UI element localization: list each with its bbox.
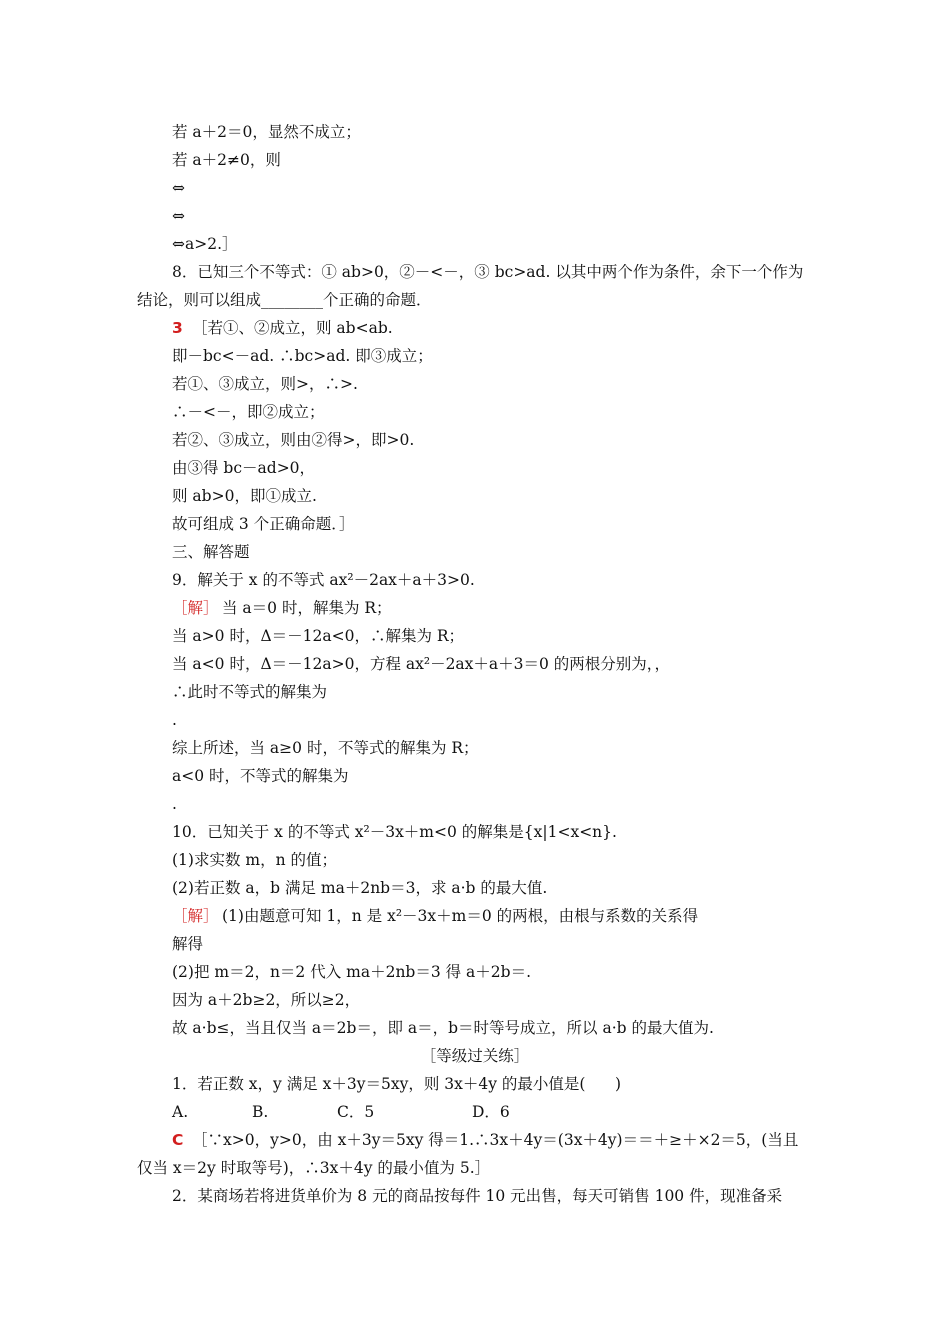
text-line: 故 a·b≤，当且仅当 a＝2b＝，即 a＝，b＝时等号成立，所以 a·b 的最大值为. — [172, 1019, 714, 1037]
option-c: C．5 — [337, 1103, 375, 1121]
text-line: 由③得 bc－ad>0， — [172, 459, 316, 477]
question-9: 9．解关于 x 的不等式 ax²－2ax＋a＋3>0. — [172, 571, 475, 589]
text-line: ⇔ — [172, 179, 185, 197]
text-line: 仅当 x＝2y 时取等号)，∴3x＋4y 的最小值为 5.］ — [137, 1159, 491, 1177]
option-d: D．6 — [472, 1103, 510, 1121]
solution-label-9: ［解］ — [172, 599, 219, 617]
text-line: 当 a<0 时，Δ＝－12a>0，方程 ax²－2ax＋a＋3＝0 的两根分别为，， — [172, 655, 671, 673]
text-line: (1)由题意可知 1，n 是 x²－3x＋m＝0 的两根，由根与系数的关系得 — [222, 907, 699, 925]
option-a: A. — [172, 1103, 189, 1121]
text-line: 结论，则可以组成________个正确的命题． — [137, 291, 432, 309]
answer-label-1: C — [172, 1131, 184, 1149]
text-line: 故可组成 3 个正确命题．］ — [172, 515, 355, 533]
text-line: 当 a>0 时，Δ＝－12a<0，∴解集为 R； — [172, 627, 465, 645]
text-line: . — [172, 711, 177, 729]
text-line: 当 a＝0 时，解集为 R； — [222, 599, 392, 617]
text-line: (2)把 m＝2，n＝2 代入 ma＋2nb＝3 得 a＋2b＝. — [172, 963, 532, 981]
text-line: ∴－<－，即②成立； — [172, 403, 325, 421]
text-line: 若①、③成立，则>，∴>. — [172, 375, 358, 393]
option-b: B. — [252, 1103, 269, 1121]
question-8: 8．已知三个不等式：① ab>0，②－<－，③ bc>ad. 以其中两个作为条件，余下一个作为 — [172, 263, 804, 281]
text-line: ⇔ — [172, 207, 185, 225]
text-line: ⇔a>2.］ — [172, 235, 238, 253]
text-line: 若②、③成立，则由②得>，即>0. — [172, 431, 415, 449]
answer-label-8: 3 — [172, 319, 183, 337]
text-line: 综上所述，当 a≥0 时，不等式的解集为 R； — [172, 739, 479, 757]
text-line: 若 a＋2＝0，显然不成立； — [172, 123, 361, 141]
text-line: (2)若正数 a，b 满足 ma＋2nb＝3，求 a·b 的最大值. — [172, 879, 548, 897]
text-line: 即－bc<－ad. ∴bc>ad. 即③成立； — [172, 347, 433, 365]
question-10: 10．已知关于 x 的不等式 x²－3x＋m<0 的解集是{x|1<x<n}. — [172, 823, 617, 841]
text-line: (1)求实数 m，n 的值； — [172, 851, 337, 869]
text-line: a<0 时，不等式的解集为 — [172, 767, 349, 785]
text-line: 若 a＋2≠0，则 — [172, 151, 281, 169]
question-2: 2．某商场若将进货单价为 8 元的商品按每件 10 元出售，每天可销售 100 件，现准备采 — [172, 1187, 783, 1205]
text-line: 因为 a＋2b≥2，所以≥2， — [172, 991, 361, 1009]
solution-label-10: ［解］ — [172, 907, 219, 925]
text-line: . — [172, 795, 177, 813]
text-line: ［若①、②成立，则 ab<ab. — [192, 319, 393, 337]
text-line: 解得 — [172, 935, 204, 953]
section-heading: ［等级过关练］ — [420, 1047, 530, 1065]
text-line: ［∵x>0，y>0，由 x＋3y＝5xy 得＝1.∴3x＋4y＝(3x＋4y)＝＝＋≥＋×2＝5，(当且 — [192, 1131, 799, 1149]
question-1: 1．若正数 x，y 满足 x＋3y＝5xy，则 3x＋4y 的最小值是( ) — [172, 1075, 622, 1093]
section-heading: 三、解答题 — [172, 543, 250, 561]
text-line: ∴此时不等式的解集为 — [172, 683, 328, 701]
text-line: 则 ab>0，即①成立. — [172, 487, 317, 505]
